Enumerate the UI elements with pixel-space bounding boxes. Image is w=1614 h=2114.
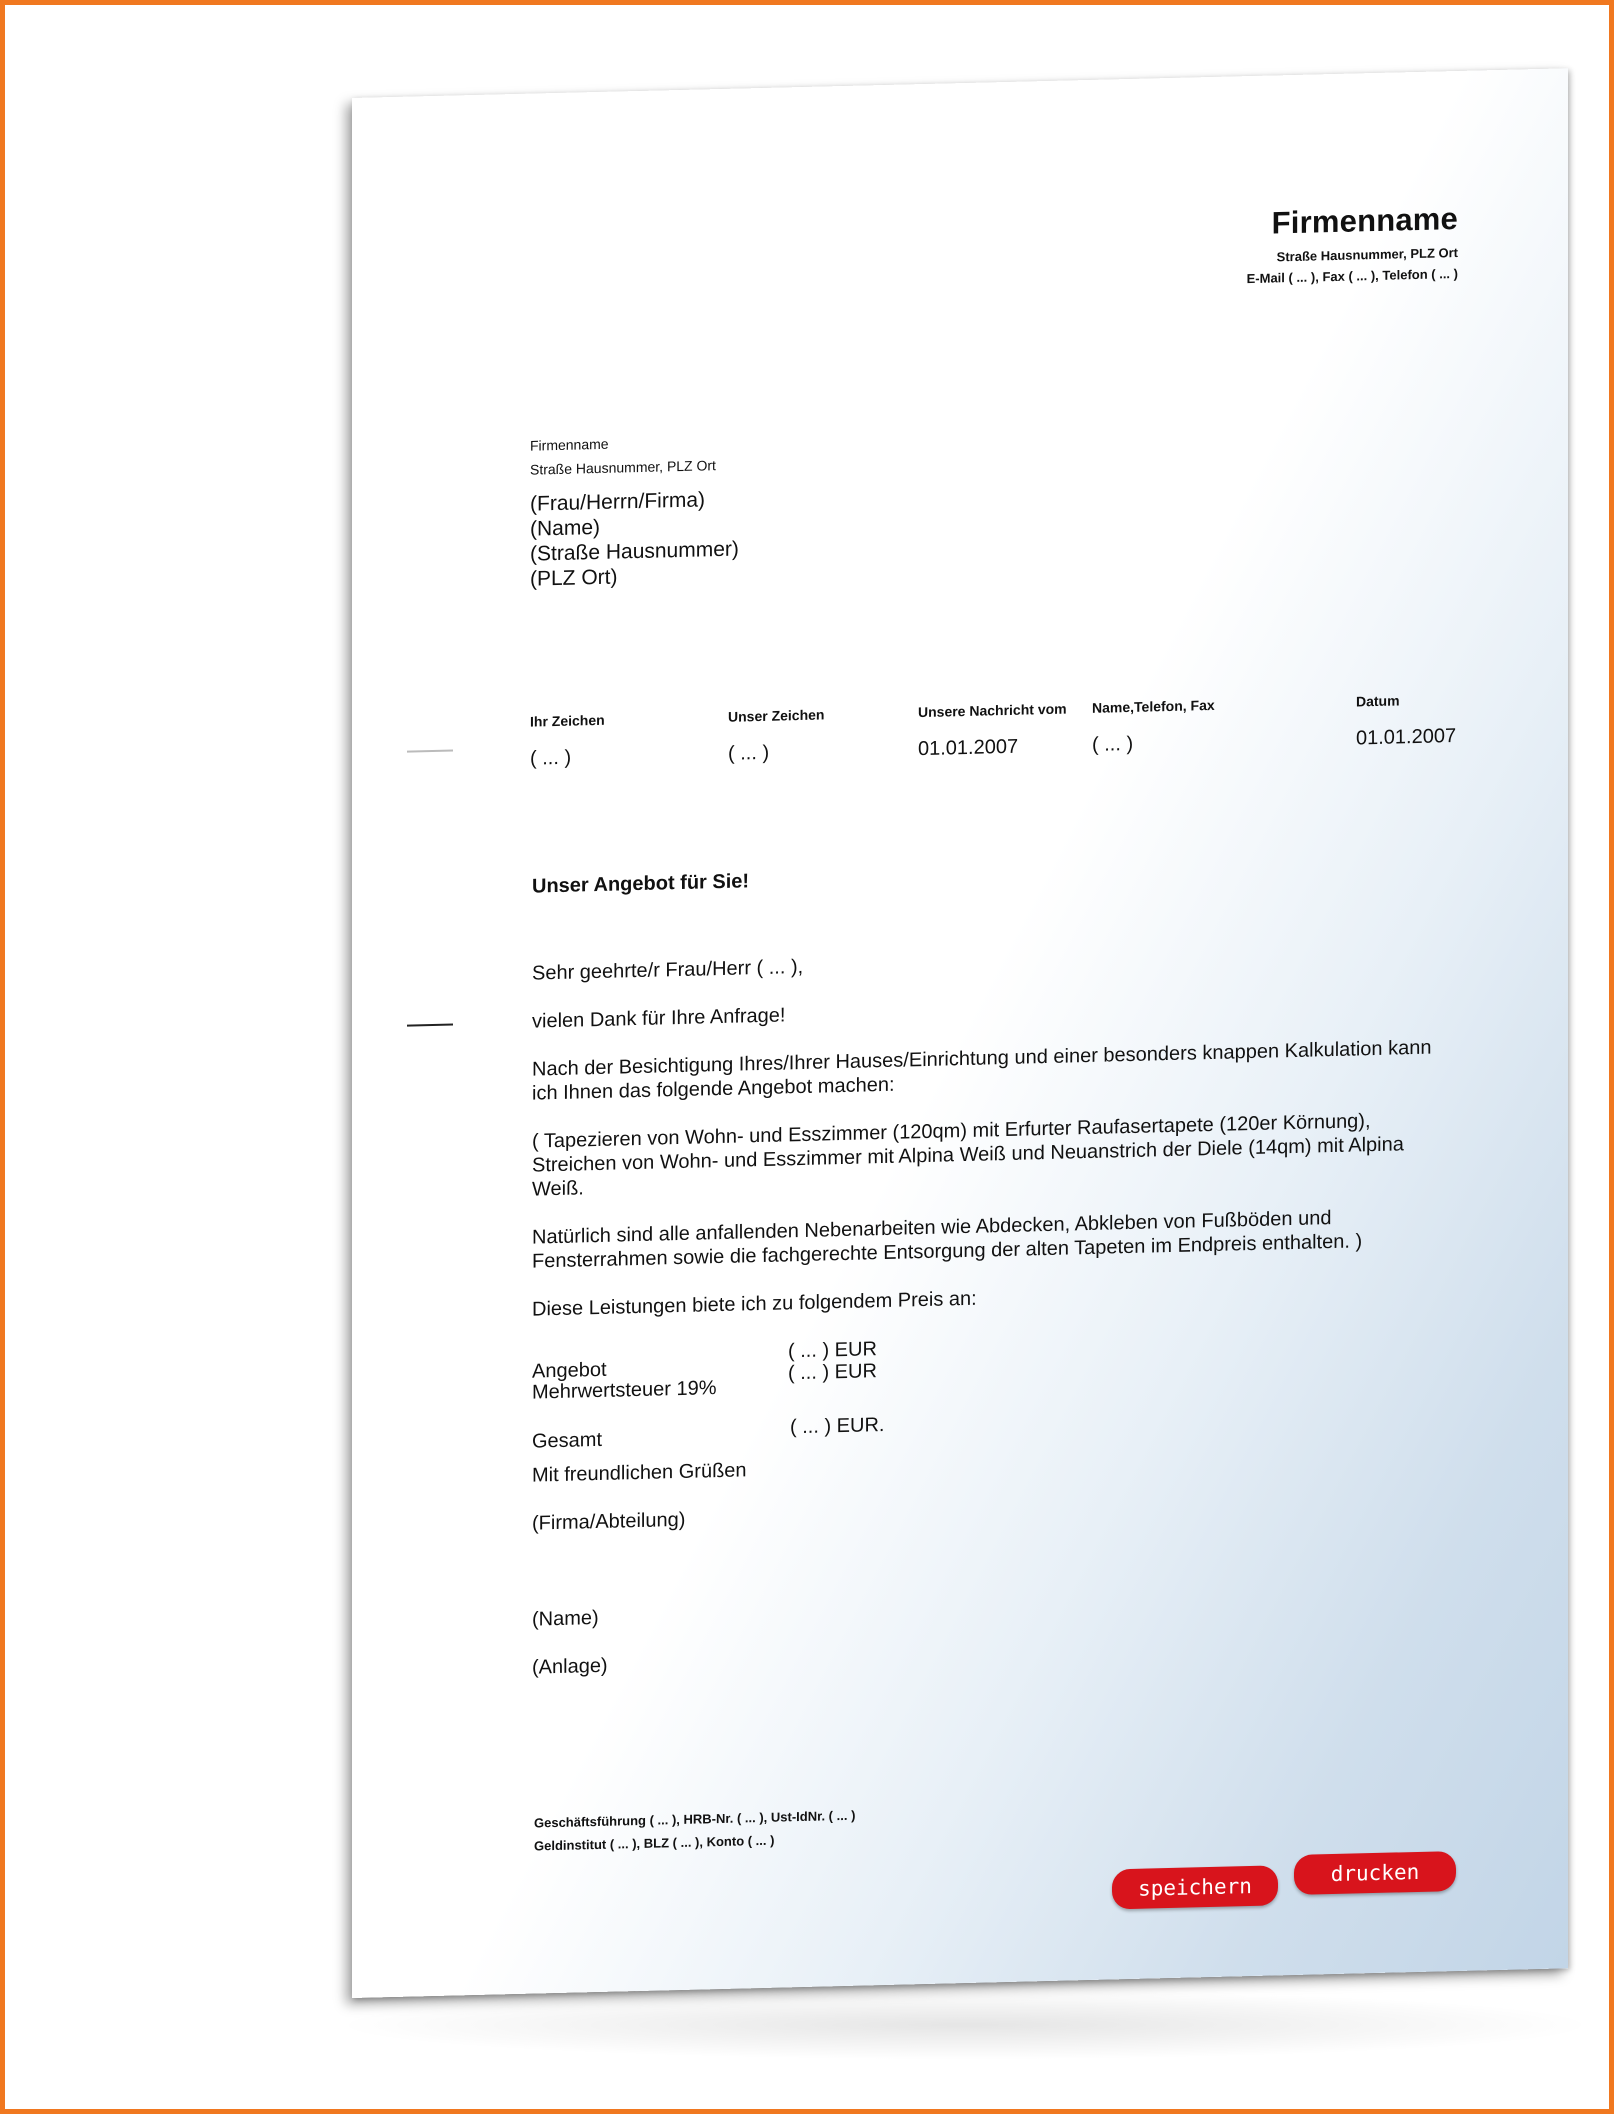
signature-company: (Firma/Abteilung) bbox=[532, 1508, 686, 1535]
price-value-total: ( ... ) EUR. bbox=[790, 1413, 885, 1439]
ref-datum bbox=[1356, 691, 1456, 750]
return-address-name: Firmenname bbox=[530, 435, 609, 454]
letter-subject: Unser Angebot für Sie! bbox=[532, 870, 750, 898]
paragraph: vielen Dank für Ihre Anfrage! bbox=[532, 1004, 786, 1033]
letter-page bbox=[352, 68, 1568, 1998]
recipient-line-1: (Frau/Herrn/Firma) bbox=[530, 488, 706, 516]
ref-value: ( ... ) bbox=[1092, 732, 1134, 756]
ref-value: ( ... ) bbox=[728, 741, 770, 765]
signature-name: (Name) bbox=[532, 1606, 599, 1631]
reference-line bbox=[530, 691, 1460, 784]
price-label-offer: Angebot bbox=[532, 1358, 607, 1383]
ref-label: Unsere Nachricht vom bbox=[918, 700, 1067, 721]
page-shadow bbox=[330, 1990, 1600, 2060]
recipient-line-4: (PLZ Ort) bbox=[530, 565, 618, 591]
paragraph: ( Tapezieren von Wohn- und Esszimmer (120qm) mit Erfurter Raufasertapete (120er Körnung), Streichen von Wohn- und Esszimmer mit Alpina Weiß und Neuanstrich der Diele (14qm) mit Alpina Weiß. bbox=[532, 1110, 1404, 1201]
salutation: Sehr geehrte/r Frau/Herr ( ... ), bbox=[532, 955, 804, 985]
ref-nachricht-vom bbox=[918, 701, 1067, 762]
ref-ihr-zeichen bbox=[530, 712, 605, 771]
recipient-line-2: (Name) bbox=[530, 515, 601, 541]
recipient-line-3: (Straße Hausnummer) bbox=[530, 537, 739, 566]
return-address bbox=[530, 429, 716, 482]
return-address-street: Straße Hausnummer, PLZ Ort bbox=[530, 457, 716, 478]
save-button[interactable]: speichern bbox=[1112, 1865, 1278, 1909]
ref-value: 01.01.2007 bbox=[918, 735, 1019, 761]
attachment: (Anlage) bbox=[532, 1654, 608, 1679]
footer-line-2: Geldinstitut ( ... ), BLZ ( ... ), Konto ( ... ) bbox=[534, 1832, 775, 1854]
closing: Mit freundlichen Grüßen bbox=[532, 1459, 747, 1487]
price-value-vat: ( ... ) EUR bbox=[788, 1360, 877, 1385]
letter-body bbox=[532, 940, 1432, 1704]
price-table bbox=[532, 1324, 1432, 1453]
price-label-vat: Mehrwertsteuer 19% bbox=[532, 1377, 717, 1404]
letter-footer bbox=[534, 1804, 855, 1858]
price-value-offer: ( ... ) EUR bbox=[788, 1338, 877, 1363]
ref-label: Name,Telefon, Fax bbox=[1092, 696, 1215, 716]
company-name: Firmenname bbox=[1271, 200, 1458, 241]
letterhead bbox=[1247, 201, 1458, 286]
paragraph: Nach der Besichtigung Ihres/Ihrer Hauses/Einrichtung und einer besonders knappen Kalkulation kann ich Ihnen das folgende Angebot machen: bbox=[532, 1036, 1432, 1105]
print-button[interactable]: drucken bbox=[1294, 1851, 1456, 1895]
footer-line-1: Geschäftsführung ( ... ), HRB-Nr. ( ... ), Ust-IdNr. ( ... ) bbox=[534, 1807, 856, 1831]
ref-value: ( ... ) bbox=[530, 746, 572, 770]
ref-value: 01.01.2007 bbox=[1356, 725, 1457, 750]
price-label-total: Gesamt bbox=[532, 1428, 603, 1453]
company-contact: E-Mail ( ... ), Fax ( ... ), Telefon ( ... ) bbox=[1246, 265, 1458, 287]
ref-label: Unser Zeichen bbox=[728, 706, 825, 725]
ref-label: Datum bbox=[1356, 692, 1400, 710]
recipient-address bbox=[530, 487, 739, 592]
paragraph: Diese Leistungen biete ich zu folgendem Preis an: bbox=[532, 1287, 977, 1321]
ref-name-telefon-fax bbox=[1092, 697, 1215, 757]
fold-mark-middle bbox=[407, 1024, 453, 1027]
ref-unser-zeichen bbox=[728, 706, 824, 765]
paragraph: Natürlich sind alle anfallenden Nebenarbeiten wie Abdecken, Abkleben von Fußböden und Fensterrahmen sowie die fachgerechte Entsorgung der alten Tapeten im Endpreis enthalten. ) bbox=[532, 1207, 1363, 1273]
ref-label: Ihr Zeichen bbox=[530, 711, 605, 730]
company-address: Straße Hausnummer, PLZ Ort bbox=[1276, 244, 1458, 265]
fold-mark-top bbox=[407, 750, 453, 753]
